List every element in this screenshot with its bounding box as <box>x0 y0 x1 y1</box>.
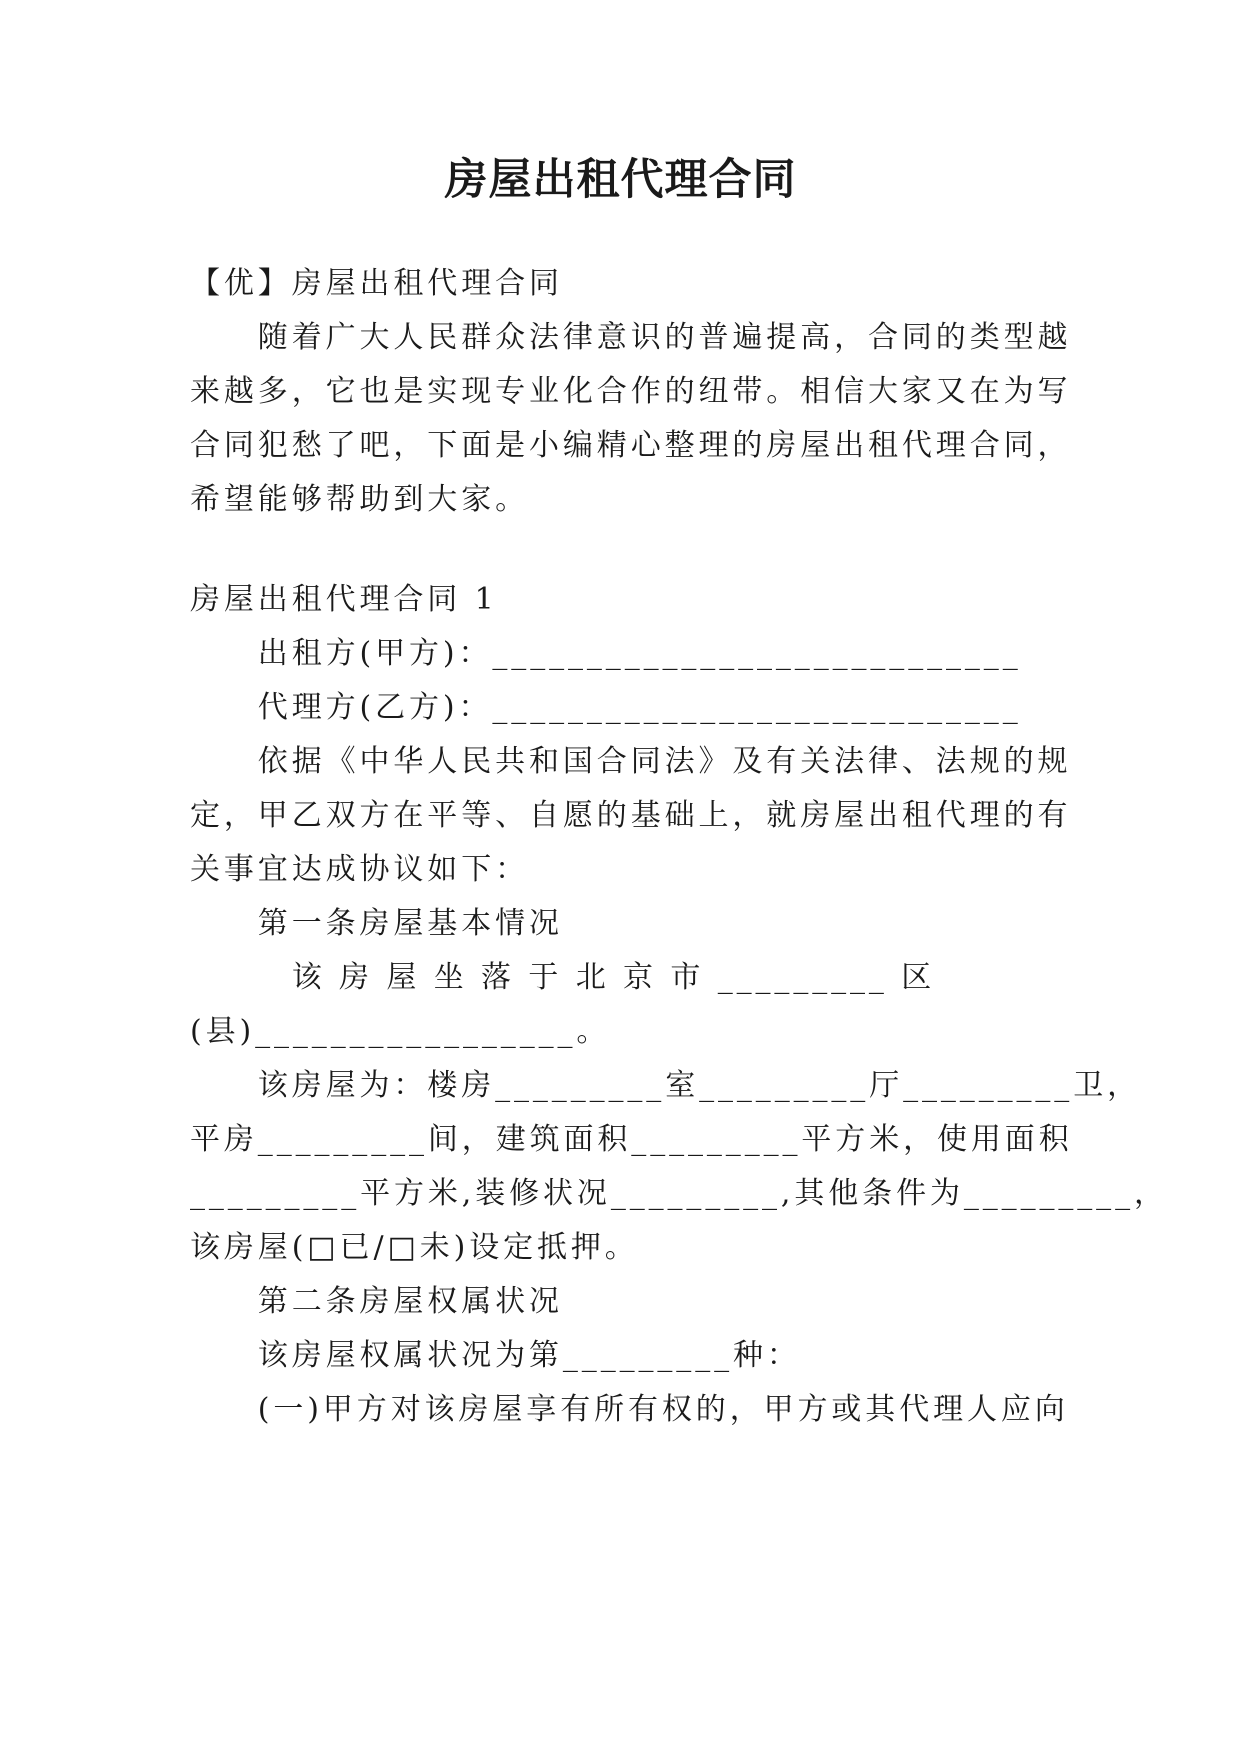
basis-line-3: 关事宜达成协议如下： <box>190 852 529 887</box>
intro-line-4: 希望能够帮助到大家。 <box>190 482 529 517</box>
subtitle-line: 【优】房屋出租代理合同 <box>190 266 563 301</box>
basis-line-1: 依据《中华人民共和国合同法》及有关法律、法规的规 <box>190 744 1072 779</box>
document-title: 房屋出租代理合同 <box>444 155 797 205</box>
contract-heading: 房屋出租代理合同 1 <box>190 582 498 617</box>
basis-line-2: 定，甲乙双方在平等、自愿的基础上，就房屋出租代理的有 <box>190 798 1072 833</box>
rooms-line-3: _________平方米,装修状况_________,其他条件为_________， <box>190 1176 1168 1211</box>
mortgage-line: 该房屋(□已/□未)设定抵押。 <box>190 1230 639 1265</box>
article-1-heading: 第一条房屋基本情况 <box>190 906 563 941</box>
intro-line-2: 来越多，它也是实现专业化合作的纽带。相信大家又在为写 <box>190 374 1072 409</box>
intro-line-1: 随着广大人民群众法律意识的普遍提高，合同的类型越 <box>190 320 1072 355</box>
ownership-clause-1: (一)甲方对该房屋享有所有权的，甲方或其代理人应向 <box>190 1392 1069 1427</box>
location-line-2: (县)_________________。 <box>190 1014 611 1049</box>
rooms-line-2: 平房_________间，建筑面积_________平方米，使用面积 <box>190 1122 1073 1157</box>
party-b-line: 代理方(乙方)：____________________________ <box>190 690 1022 725</box>
article-2-heading: 第二条房屋权属状况 <box>190 1284 563 1319</box>
party-a-line: 出租方(甲方)：____________________________ <box>190 636 1022 671</box>
ownership-type-line: 该房屋权属状况为第_________种： <box>190 1338 801 1373</box>
intro-line-3: 合同犯愁了吧，下面是小编精心整理的房屋出租代理合同， <box>190 428 1072 463</box>
rooms-line-1: 该房屋为：楼房_________室_________厅_________卫， <box>190 1068 1141 1103</box>
location-line-1: 该 房 屋 坐 落 于 北 京 市 _________ 区 <box>190 960 936 995</box>
